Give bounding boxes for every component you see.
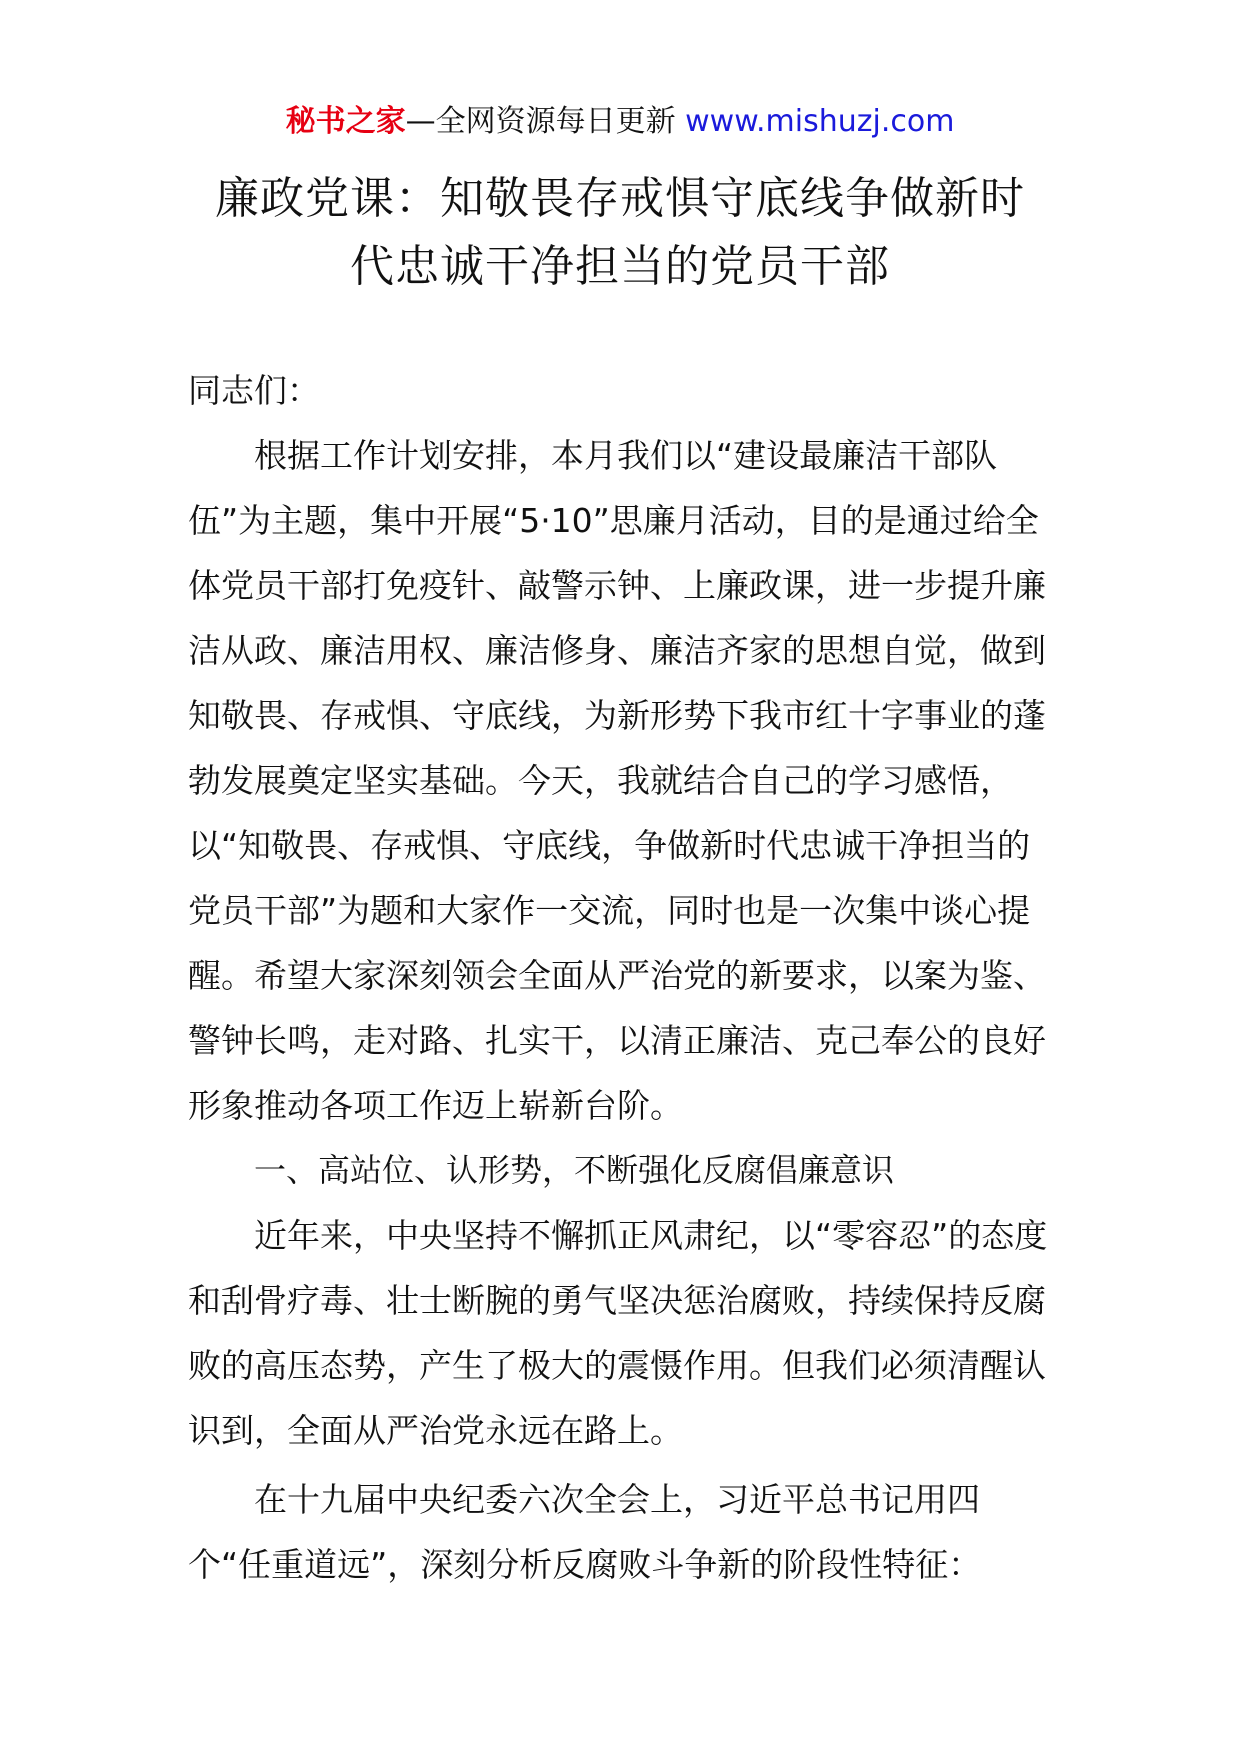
banner-tagline: —全网资源每日更新 xyxy=(405,104,676,139)
paragraph-plenary: 在十九届中央纪委六次全会上，习近平总书记用四个“任重道远”，深刻分析反腐败斗争新的阶段性特征： xyxy=(188,1480,982,1584)
paragraph-anti-corruption: 近年来，中央坚持不懈抓正风肃纪，以“零容忍”的态度和刮骨疗毒、壮士断腕的勇气坚决惩治腐败，持续保持反腐败的高压态势，产生了极大的震慑作用。但我们必须清醒认识到，全面从严治党永远在路上。 xyxy=(188,1216,1048,1450)
document-body xyxy=(188,358,1058,1597)
section-heading-1: 一、高站位、认形势，不断强化反腐倡廉意识 xyxy=(254,1151,895,1189)
title-line-1: 廉政党课：知敬畏存戒惧守底线争做新时 xyxy=(215,173,1025,224)
banner-brand: 秘书之家 xyxy=(285,104,406,139)
document-title xyxy=(150,165,1090,301)
site-banner xyxy=(0,100,1240,144)
title-line-2: 代忠诚干净担当的党员干部 xyxy=(350,241,890,292)
paragraph-intro: 根据工作计划安排，本月我们以“建设最廉洁干部队伍”为主题，集中开展“5·10”思廉月活动，目的是通过给全体党员干部打免疫针、敲警示钟、上廉政课，进一步提升廉洁从政、廉洁用权、廉洁修身、廉洁齐家的思想自觉，做到知敬畏、存戒惧、守底线，为新形势下我市红十字事业的蓬勃发展奠定坚实基础。今天，我就结合自己的学习感悟，以“知敬畏、存戒惧、守底线，争做新时代忠诚干净担当的党员干部”为题和大家作一交流，同时也是一次集中谈心提醒。希望大家深刻领会全面从严治党的新要求，以案为鉴、警钟长鸣，走对路、扎实干，以清正廉洁、克己奉公的良好形象推动各项工作迈上崭新台阶。 xyxy=(188,436,1046,1125)
salutation: 同志们： xyxy=(188,371,320,410)
banner-url-link[interactable]: www.mishuzj.com xyxy=(685,104,955,139)
